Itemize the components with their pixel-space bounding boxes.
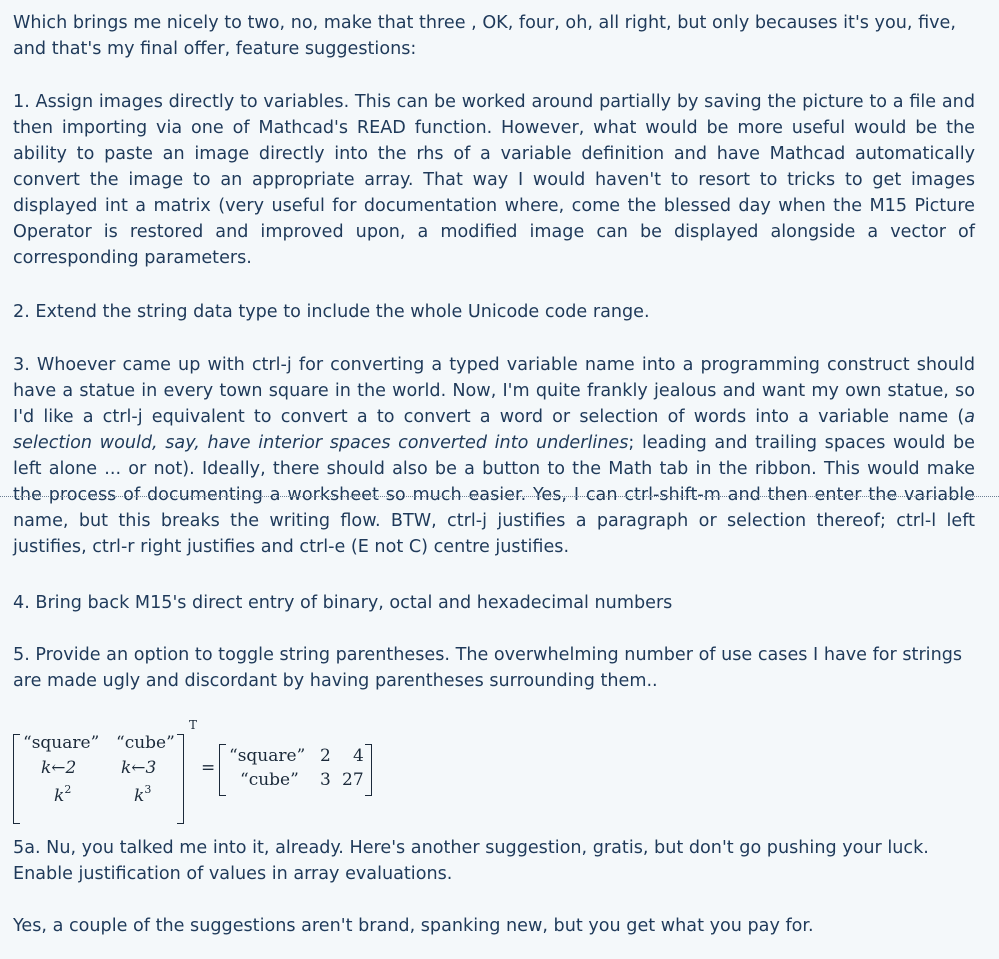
left-matrix-cell-r1c1: “square” <box>23 733 100 753</box>
evaluation-equals: = <box>201 758 216 778</box>
transpose-operator: T <box>189 718 198 732</box>
right-matrix-cell-r2c3: 27 <box>342 770 364 790</box>
left-matrix-cell-r1c2: “cube” <box>116 733 175 753</box>
left-matrix-cell-r2c1: k←2 <box>41 758 77 778</box>
suggestion-3-part-b: ; leading and trailing spaces would be left alone ... or not). Ideally, there should also be a button to the Math tab in the ribbon. This would make the process of documenting a worksheet so much easier. Yes, I can ctrl-shift-m and then enter the variable name, but this breaks the writing flow. BTW, ctrl-j justifies a paragraph or selection thereof; ctrl-l left justifies, ctrl-r right justifies and ctrl-e (E not C) centre justifies. <box>13 433 976 557</box>
right-matrix-cell-r2c2: 3 <box>320 770 331 790</box>
right-matrix-cell-r1c2: 2 <box>320 746 331 766</box>
right-matrix-open-bracket <box>219 744 226 796</box>
math-region-matrix-transpose[interactable] <box>13 718 393 818</box>
right-matrix-close-bracket <box>365 744 372 796</box>
closing-paragraph: Yes, a couple of the suggestions aren't brand, spanking new, but you get what you pay for. <box>13 916 814 936</box>
suggestion-3 <box>13 352 975 560</box>
left-matrix-open-bracket <box>13 734 20 824</box>
page-break-line <box>0 496 999 497</box>
intro-paragraph: Which brings me nicely to two, no, make that three , OK, four, oh, all right, but only becauses it's you, five, and that's my final offer, feature suggestions: <box>13 13 956 59</box>
suggestion-3-italic: a selection would, say, have interior spaces converted into underlines <box>13 407 975 453</box>
left-matrix-cell-r3c2: $k^3$ <box>134 783 152 806</box>
suggestion-2: 2. Extend the string data type to include the whole Unicode code range. <box>13 302 650 322</box>
suggestion-1: 1. Assign images directly to variables. This can be worked around partially by saving the picture to a file and then importing via one of Mathcad's READ function. However, what would be more useful would be the ability to paste an image directly into the rhs of a variable definition and have Mathcad automatically convert the image to an appropriate array. That way I would haven't to resort to tricks to get images displayed int a matrix (very useful for documentation where, come the blessed day when the M15 Picture Operator is restored and improved upon, a modified image can be displayed alongside a vector of corresponding parameters. <box>13 92 975 268</box>
suggestion-5: 5. Provide an option to toggle string parentheses. The overwhelming number of use cases I have for strings are made ugly and discordant by having parentheses surrounding them.. <box>13 645 963 691</box>
left-matrix-cell-r3c1: $k^2$ <box>54 783 72 806</box>
suggestion-5a: 5a. Nu, you talked me into it, already. Here's another suggestion, gratis, but don't go pushing your luck. Enable justification of values in array evaluations. <box>13 838 929 884</box>
suggestion-4: 4. Bring back M15's direct entry of binary, octal and hexadecimal numbers <box>13 593 673 613</box>
right-matrix-cell-r1c3: 4 <box>353 746 364 766</box>
suggestion-3-part-a: 3. Whoever came up with ctrl-j for converting a typed variable name into a programming construct should have a statue in every town square in the world. Now, I'm quite frankly jealous and want my own statue, so I'd like a ctrl-j equivalent to convert a to convert a word or selection of words into a variable name ( <box>13 355 975 427</box>
left-matrix-cell-r2c2: k←3 <box>121 758 157 778</box>
right-matrix-cell-r1c1: “square” <box>229 746 306 766</box>
right-matrix-cell-r2c1: “cube” <box>240 770 299 790</box>
left-matrix-close-bracket <box>177 734 184 824</box>
